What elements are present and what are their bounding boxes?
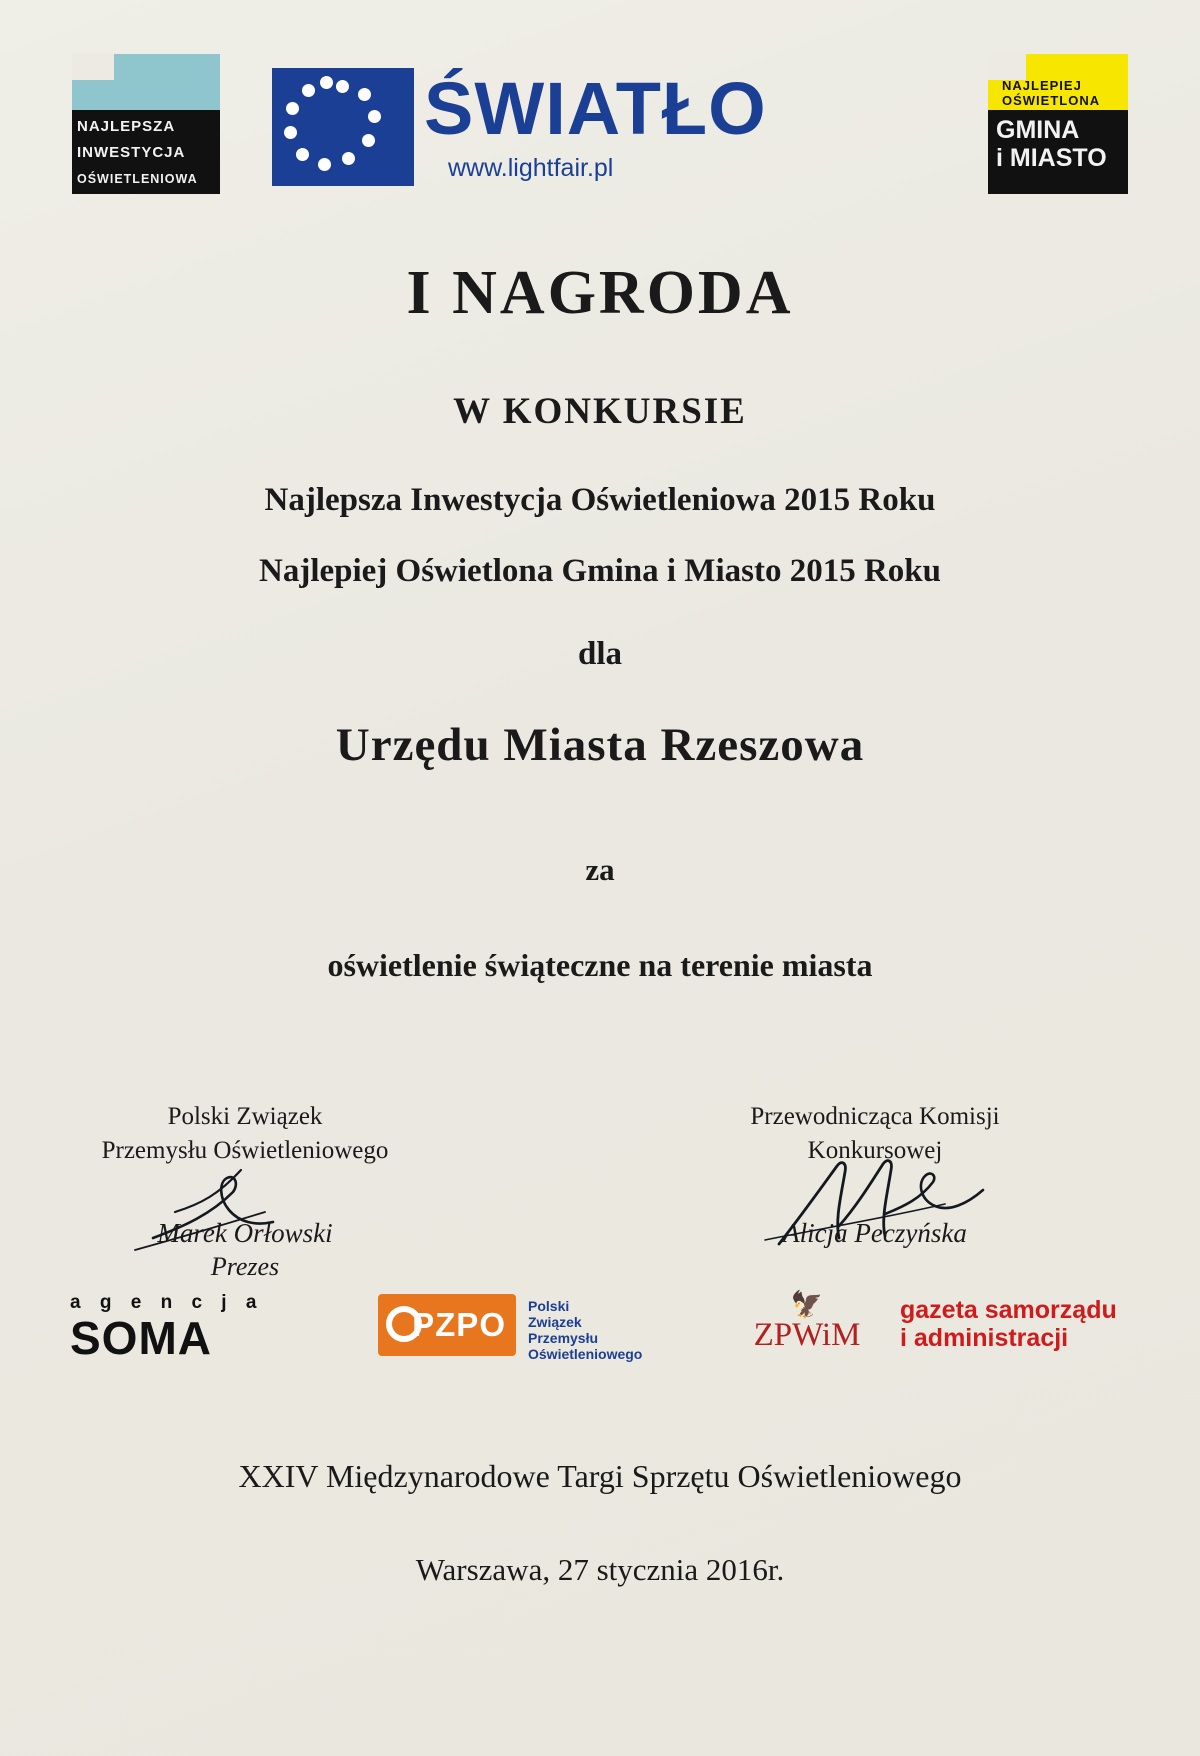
swiatlo-logo xyxy=(272,68,872,198)
zpwim-label: ZPWiM xyxy=(753,1317,861,1353)
pzpo-line1: Polski xyxy=(528,1298,570,1314)
place-and-date: Warszawa, 27 stycznia 2016r. xyxy=(415,1552,785,1587)
pzpo-logo xyxy=(378,1294,643,1362)
category-line-2: Najlepiej Oświetlona Gmina i Miasto 2015 Roku xyxy=(259,553,941,589)
swiatlo-wordmark: ŚWIATŁO xyxy=(424,67,767,150)
logo-right-small-line2: OŚWIETLONA xyxy=(1002,93,1101,108)
prize-title: I NAGRODA xyxy=(406,259,794,327)
gmina-i-miasto-logo xyxy=(988,54,1128,194)
pzpo-badge xyxy=(378,1294,516,1356)
logo-left-text xyxy=(77,114,217,192)
logo-left-notch xyxy=(72,54,114,80)
signature-right-org-line2: Konkursowej xyxy=(807,1137,943,1164)
logo-left-line1: NAJLEPSZA xyxy=(77,118,176,135)
logo-right-notch xyxy=(988,54,1026,80)
lightfair-url[interactable]: www.lightfair.pl xyxy=(448,154,614,182)
soma-line2: SOMA xyxy=(70,1312,212,1364)
signature-left-org-line2: Przemysłu Oświetleniowego xyxy=(101,1137,389,1164)
za-label: za xyxy=(585,852,615,887)
logo-right-small-text xyxy=(1002,78,1100,108)
najlepsza-inwestycja-oswietleniowa-logo xyxy=(72,54,220,194)
agencja-soma-logo xyxy=(70,1292,300,1362)
logo-right-big-text xyxy=(996,116,1107,172)
logo-left-line3: OŚWIETLENIOWA xyxy=(77,172,198,186)
for-label: dla xyxy=(577,636,623,672)
contest-label: W KONKURSIE xyxy=(453,391,747,432)
gazeta-line2: i administracji xyxy=(900,1324,1069,1352)
pzpo-ring-icon xyxy=(386,1306,422,1342)
eagle-icon: 🦅 xyxy=(790,1290,824,1319)
pzpo-line2: Związek xyxy=(528,1314,582,1330)
signature-right-name: Alicja Peczyńska xyxy=(783,1218,967,1248)
sponsor-bar xyxy=(0,1286,1200,1381)
pzpo-line4: Oświetleniowego xyxy=(528,1346,643,1362)
fair-name: XXIV Międzynarodowe Targi Sprzętu Oświetleniowego xyxy=(238,1458,962,1494)
signature-left-name: Marek Orłowski xyxy=(157,1218,333,1248)
signature-right-org-line1: Przewodnicząca Komisji xyxy=(750,1103,1000,1130)
award-reason: oświetlenie świąteczne na terenie miasta xyxy=(327,947,873,983)
signature-left-org-line1: Polski Związek xyxy=(167,1103,323,1130)
recipient-name: Urzędu Miasta Rzeszowa xyxy=(335,719,865,771)
logo-right-small-line1: NAJLEPIEJ xyxy=(1002,78,1082,93)
logo-bar xyxy=(0,36,1200,201)
gazeta-line1: gazeta samorządu xyxy=(900,1296,1117,1324)
logo-right-big-line1: GMINA xyxy=(996,116,1080,144)
pzpo-text-block xyxy=(528,1298,688,1362)
pzpo-line3: Przemysłu xyxy=(528,1330,599,1346)
signature-block-left xyxy=(60,1100,430,1284)
soma-line1: a g e n c j a xyxy=(70,1292,264,1313)
logo-left-line2: INWESTYCJA xyxy=(77,144,186,161)
eu-style-flag-icon xyxy=(272,68,414,186)
signature-block-right xyxy=(690,1100,1060,1250)
pzpo-badge-label: PZPO xyxy=(412,1306,506,1343)
logo-right-big-line2: i MIASTO xyxy=(996,144,1107,172)
signature-left-role: Prezes xyxy=(210,1252,280,1281)
zpwim-logo xyxy=(742,1292,872,1352)
gazeta-samorzadu-logo xyxy=(900,1296,1117,1352)
category-line-1: Najlepsza Inwestycja Oświetleniowa 2015 Roku xyxy=(264,482,936,518)
